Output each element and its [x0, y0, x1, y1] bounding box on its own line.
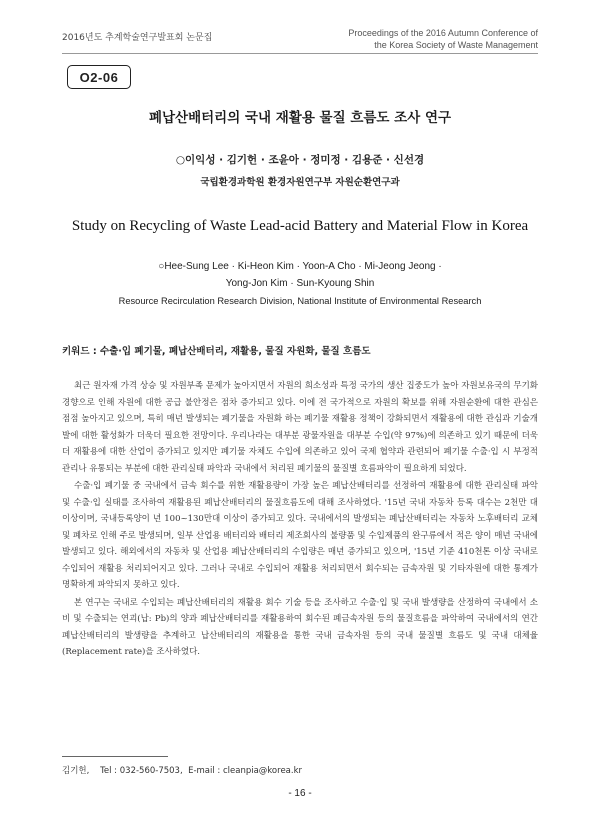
- paper-title-en: Study on Recycling of Waste Lead-acid Battery and Material Flow in Korea: [71, 218, 529, 234]
- footnote-divider: [62, 756, 168, 757]
- session-code-badge: O2-06: [67, 65, 131, 89]
- paragraph-2: 수출·입 폐기물 중 국내에서 금속 회수를 위한 재활용량이 가장 높은 폐납산배터리를 선정하여 재활용에 대한 관리실태 파악 및 수출·입 실태를 조사하여 재활용된 폐납산배터리의 물질흐름도에 대해 조사하였다. '15년 국내 자동차 등록 대수는 2천만 대 이상이며, 국내등록양이 년 100~130만대 이상이 증가되고 있다. 국내에서의 발생되는 폐납산배터리는 자동차 노후배터리 교체 및 폐차로 인해 주로 발생되며, 일부 산업용 배터리와 배터리 제조회사의 불량품 및 수입제품의 완구류에서 적은 양이 매년 국내에 발생되고 있다. 해외에서의 자동차 및 산업용 폐납산배터리의 수입량은 매년 증가되고 있으며, '15년 기준 410천톤 이상 국내로 수입되어 재활용 처리되어지고 있다. 그러나 국내로 수입되어 재활용 처리되면서 회수되는 금속자원 및 기타자원에 대한 통계가 명확하게 파악되지 못하고 있다.: [62, 481, 538, 590]
- paragraph-3: 본 연구는 국내로 수입되는 폐납산배터리의 재활용 회수 기술 등을 조사하고 수출·입 및 국내 발생량을 산정하여 국내에서 소비 및 수출되는 연괴(납: Pb)의 양과 폐납산배터리를 재활용하여 회수된 폐금속자원 등의 물질흐름을 파악하여 국내에서의 연간 폐납산배터리의 발생량을 추계하고 납산배터리의 재활용을 통한 국내 금속자원 등의 국내 물질별 흐름도 및 국내 대체율(Replacement rate)을 조사하였다.: [62, 597, 538, 657]
- conference-header-en-line1: Proceedings of the 2016 Autumn Conference of: [348, 28, 538, 38]
- paragraph-1: 최근 원자재 가격 상승 및 자원부족 문제가 높아지면서 자원의 희소성과 특정 국가의 생산 집중도가 높아 자원보유국의 무기화 경향으로 인해 자원에 대한 공급 불안정은 점차 증가되고 있다. 이에 전 국가적으로 자원의 확보를 위해 자원순환에 대한 관심은 점점 높아지고 있으며, 특히 매년 발생되는 폐기물을 자원화 하는 폐기물 재활용 정책이 강화되면서 재활용에 대한 관심과 기술개발에 대한 활성화가 더욱더 필요한 전망이다. 우리나라는 대부분 광물자원을 대부분 수입(약 97%)에 의존하고 있기 때문에 더욱더 재활용에 대한 산업이 증가되고 있지만 폐기물 자체도 수입에 의존하고 있어 국제 협약과 관련되어 폐기물 수출·입 시 부정적 관리나 유통되는 부분에 대한 관리실태 파악과 국내에서 처리된 폐기물의 물질별 흐름파악이 필요하게 되었다.: [62, 381, 538, 474]
- conference-header-ko: 2016년도 추계학술연구발표회 논문집: [62, 33, 213, 43]
- corresponding-author-footnote: 김기헌, Tel : 032-560-7503, E-mail : cleanpia@korea.kr: [62, 766, 302, 776]
- affiliation-en: Resource Recirculation Research Division, National Institute of Environmental Research: [118, 296, 482, 306]
- conference-header-en: [348, 27, 538, 51]
- conference-header-en-line2: the Korea Society of Waste Management: [374, 40, 538, 50]
- affiliation-ko: 국립환경과학원 환경자원연구부 자원순환연구과: [200, 177, 400, 188]
- authors-ko: ○이익성 · 김기헌 · 조윤아 · 정미정 · 김용준 · 신선경: [175, 154, 425, 166]
- authors-en-line2: Yong-Jon Kim · Sun-Kyoung Shin: [225, 278, 375, 289]
- authors-en: [0, 258, 600, 292]
- body-text: [62, 378, 538, 662]
- header-divider: [62, 53, 538, 54]
- paper-title-ko: 폐납산배터리의 국내 재활용 물질 흐름도 조사 연구: [148, 110, 452, 126]
- page-number: - 16 -: [288, 788, 312, 799]
- authors-en-line1: ○Hee-Sung Lee · Ki-Heon Kim · Yoon-A Cho · Mi-Jeong Jeong ·: [158, 261, 442, 272]
- keywords: 키워드 : 수출·입 폐기물, 폐납산배터리, 재활용, 물질 자원화, 물질 흐름도: [62, 346, 371, 357]
